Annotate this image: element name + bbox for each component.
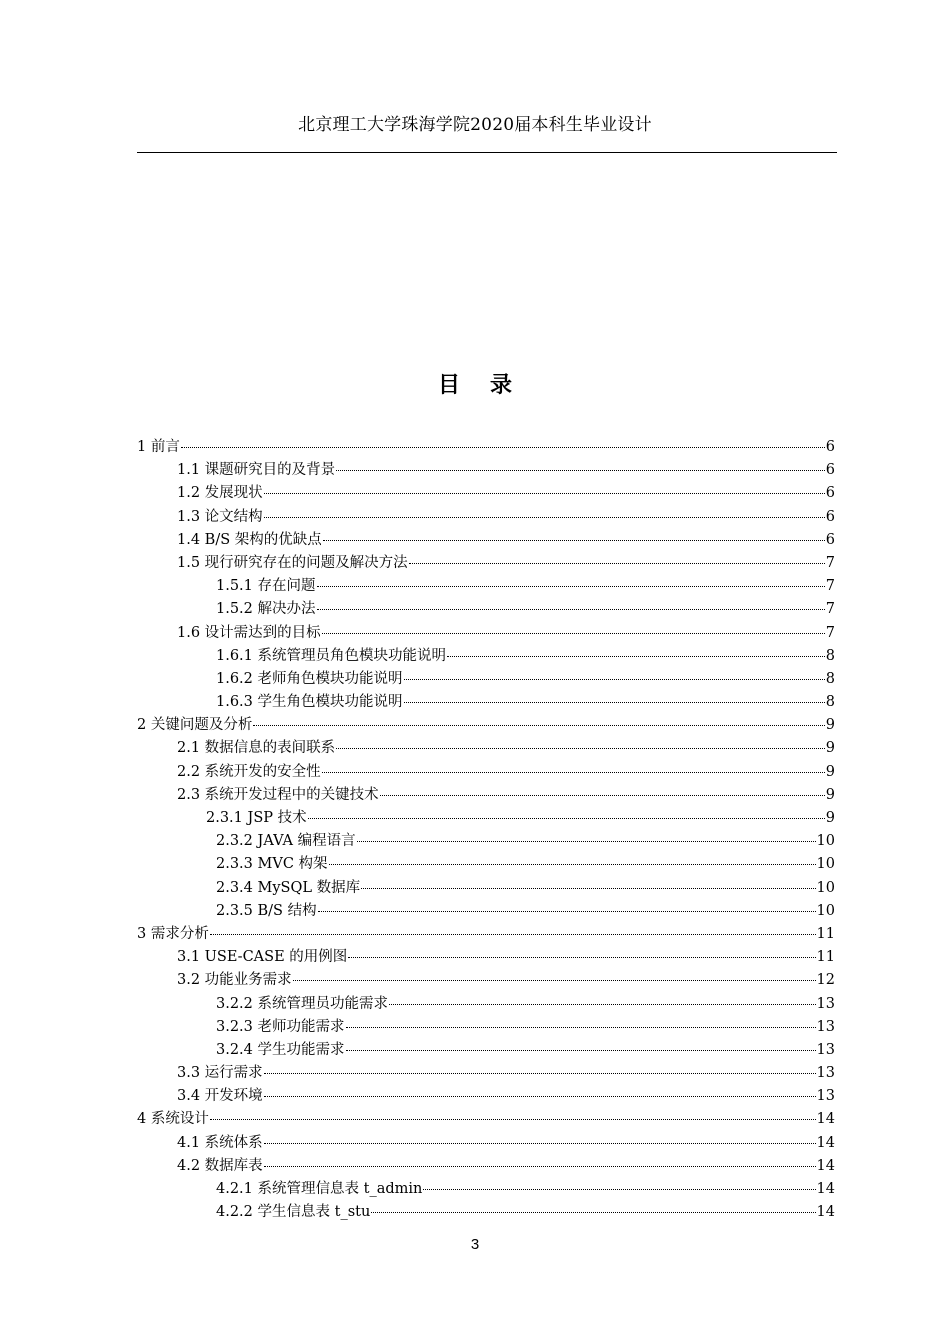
toc-entry-page: 14 [816, 1181, 835, 1197]
toc-entry[interactable] [137, 760, 835, 783]
toc-entry-label: 1 前言 [137, 439, 180, 455]
toc-entry[interactable] [137, 1177, 835, 1200]
toc-entry-page: 9 [825, 810, 835, 826]
toc-entry[interactable] [137, 1200, 835, 1223]
toc-entry-page: 9 [825, 763, 835, 780]
toc-entry[interactable] [137, 667, 835, 690]
toc-dot-leader [346, 1027, 816, 1028]
toc-entry-page: 6 [825, 439, 835, 455]
toc-dot-leader [264, 1096, 816, 1097]
toc-entry-label: 4.2.1 系统管理信息表 t_admin [216, 1181, 423, 1197]
toc-entry[interactable] [137, 968, 835, 991]
toc-entry[interactable] [137, 458, 835, 481]
toc-dot-leader [361, 888, 815, 889]
toc-dot-leader [210, 1119, 816, 1120]
toc-entry[interactable] [137, 829, 835, 852]
toc-entry-page: 9 [825, 717, 835, 734]
toc-entry-page: 9 [825, 786, 835, 803]
toc-dot-leader [317, 586, 825, 587]
toc-entry-label: 3.2.3 老师功能需求 [216, 1018, 345, 1035]
toc-entry-label: 1.4 B/S 架构的优缺点 [177, 531, 322, 548]
toc-entry-label: 1.6 设计需达到的目标 [177, 624, 321, 641]
toc-dot-leader [264, 1143, 816, 1144]
toc-entry[interactable] [137, 852, 835, 875]
toc-entry[interactable] [137, 1015, 835, 1038]
toc-entry-page: 10 [816, 856, 835, 873]
toc-dot-leader [336, 470, 825, 471]
toc-entry-label: 1.6.2 老师角色模块功能说明 [216, 670, 403, 687]
toc-entry-page: 7 [825, 601, 835, 618]
toc-entry[interactable] [137, 945, 835, 968]
toc-entry-page: 7 [825, 578, 835, 595]
toc-entry[interactable] [137, 597, 835, 620]
toc-entry-label: 3.1 USE-CASE 的用例图 [177, 949, 348, 966]
toc-dot-leader [264, 1166, 816, 1167]
toc-entry[interactable] [137, 1038, 835, 1061]
toc-entry-page: 14 [816, 1204, 835, 1221]
toc-entry[interactable] [137, 806, 835, 829]
toc-entry-page: 6 [825, 462, 835, 479]
toc-entry-label: 4.2.2 学生信息表 t_stu [216, 1204, 371, 1221]
toc-entry-page: 12 [816, 972, 835, 989]
toc-dot-leader [323, 540, 825, 541]
page-number: 3 [470, 1236, 480, 1253]
toc-dot-leader [210, 934, 816, 935]
toc-dot-leader [322, 772, 825, 773]
toc-entry-label: 2.1 数据信息的表间联系 [177, 740, 336, 757]
toc-dot-leader [293, 980, 816, 981]
toc-entry-label: 3 需求分析 [137, 925, 209, 942]
toc-entry-label: 2.3.5 B/S 结构 [216, 902, 317, 919]
toc-dot-leader [348, 957, 815, 958]
toc-entry-page: 14 [816, 1157, 835, 1174]
toc-entry-page: 13 [816, 1088, 835, 1105]
toc-dot-leader [409, 563, 825, 564]
toc-entry[interactable] [137, 922, 835, 945]
toc-entry[interactable] [137, 621, 835, 644]
toc-title: 目录 [437, 372, 542, 398]
toc-entry-page: 13 [816, 1018, 835, 1035]
toc-entry-label: 1.5.2 解决办法 [216, 601, 316, 618]
toc-dot-leader [318, 911, 816, 912]
toc-dot-leader [253, 725, 824, 726]
toc-dot-leader [181, 447, 825, 448]
toc-entry-label: 1.5.1 存在问题 [216, 578, 316, 595]
toc-entry-label: 2.3 系统开发过程中的关键技术 [177, 786, 379, 803]
toc-entry-page: 6 [825, 531, 835, 548]
toc-entry-label: 2.3.3 MVC 构架 [216, 856, 328, 873]
toc-entry[interactable] [137, 644, 835, 667]
toc-dot-leader [357, 841, 816, 842]
toc-entry-label: 1.6.1 系统管理员角色模块功能说明 [216, 647, 447, 664]
toc-entry-page: 7 [825, 624, 835, 641]
toc-dot-leader [371, 1212, 815, 1213]
toc-entry[interactable] [137, 505, 835, 528]
toc-entry-page: 14 [816, 1111, 835, 1128]
toc-dot-leader [336, 748, 825, 749]
toc-entry[interactable] [137, 1131, 835, 1154]
toc-dot-leader [317, 609, 825, 610]
toc-entry[interactable] [137, 1084, 835, 1107]
toc-entry-page: 10 [816, 902, 835, 919]
toc-entry[interactable] [137, 783, 835, 806]
toc-dot-leader [264, 517, 825, 518]
toc-entry-page: 13 [816, 1065, 835, 1082]
toc-entry-page: 7 [825, 554, 835, 571]
toc-entry[interactable] [137, 876, 835, 899]
toc-entry-label: 3.3 运行需求 [177, 1065, 263, 1082]
toc-entry-page: 8 [825, 647, 835, 664]
toc-entry-label: 3.2.2 系统管理员功能需求 [216, 995, 389, 1012]
toc-dot-leader [389, 1004, 816, 1005]
toc-dot-leader [404, 702, 825, 703]
toc-entry[interactable] [137, 899, 835, 922]
toc-entry-label: 2.3.2 JAVA 编程语言 [216, 833, 356, 850]
toc-entry[interactable] [137, 690, 835, 713]
toc-entry-page: 10 [816, 879, 835, 896]
page-header-title: 北京理工大学珠海学院2020届本科生毕业设计 [298, 115, 652, 135]
toc-entry[interactable] [137, 481, 835, 504]
toc-entry-label: 3.2.4 学生功能需求 [216, 1041, 345, 1058]
toc-entry[interactable] [137, 992, 835, 1015]
toc-entry-label: 2.2 系统开发的安全性 [177, 763, 321, 780]
toc-entry-page: 9 [825, 740, 835, 757]
toc-entry-label: 1.6.3 学生角色模块功能说明 [216, 694, 403, 711]
toc-entry-label: 1.1 课题研究目的及背景 [177, 462, 336, 479]
header-divider [137, 152, 837, 153]
table-of-contents [137, 435, 835, 1223]
toc-dot-leader [404, 679, 825, 680]
toc-entry[interactable] [137, 736, 835, 759]
toc-dot-leader [329, 864, 816, 865]
toc-entry[interactable] [137, 1061, 835, 1084]
toc-entry-page: 8 [825, 670, 835, 687]
toc-entry-label: 4.2 数据库表 [177, 1157, 263, 1174]
toc-dot-leader [380, 795, 825, 796]
toc-entry[interactable] [137, 435, 835, 458]
toc-entry-label: 4 系统设计 [137, 1111, 209, 1128]
toc-entry-label: 1.5 现行研究存在的问题及解决方法 [177, 554, 408, 571]
toc-entry-label: 2.3.4 MySQL 数据库 [216, 879, 361, 896]
toc-entry-label: 1.2 发展现状 [177, 485, 263, 502]
toc-entry-page: 10 [816, 833, 835, 850]
toc-entry-page: 14 [816, 1134, 835, 1151]
toc-entry-label: 4.1 系统体系 [177, 1134, 263, 1151]
toc-entry-page: 8 [825, 694, 835, 711]
toc-entry[interactable] [137, 551, 835, 574]
toc-entry-page: 6 [825, 508, 835, 525]
toc-entry[interactable] [137, 1154, 835, 1177]
toc-dot-leader [264, 493, 825, 494]
toc-entry-page: 6 [825, 485, 835, 502]
toc-entry[interactable] [137, 528, 835, 551]
toc-dot-leader [308, 818, 825, 819]
toc-dot-leader [346, 1050, 816, 1051]
toc-entry-label: 2.3.1 JSP 技术 [206, 810, 307, 826]
toc-dot-leader [447, 656, 825, 657]
toc-entry-label: 3.4 开发环境 [177, 1088, 263, 1105]
toc-entry-label: 2 关键问题及分析 [137, 717, 253, 734]
toc-entry-page: 13 [816, 995, 835, 1012]
toc-entry-label: 1.3 论文结构 [177, 508, 263, 525]
toc-dot-leader [423, 1189, 815, 1190]
toc-dot-leader [322, 633, 825, 634]
toc-entry[interactable] [137, 574, 835, 597]
toc-entry[interactable] [137, 1107, 835, 1130]
toc-entry-page: 11 [816, 949, 835, 966]
toc-entry-label: 3.2 功能业务需求 [177, 972, 292, 989]
toc-entry[interactable] [137, 713, 835, 736]
toc-entry-page: 13 [816, 1041, 835, 1058]
toc-dot-leader [264, 1073, 816, 1074]
toc-entry-page: 11 [816, 925, 835, 942]
